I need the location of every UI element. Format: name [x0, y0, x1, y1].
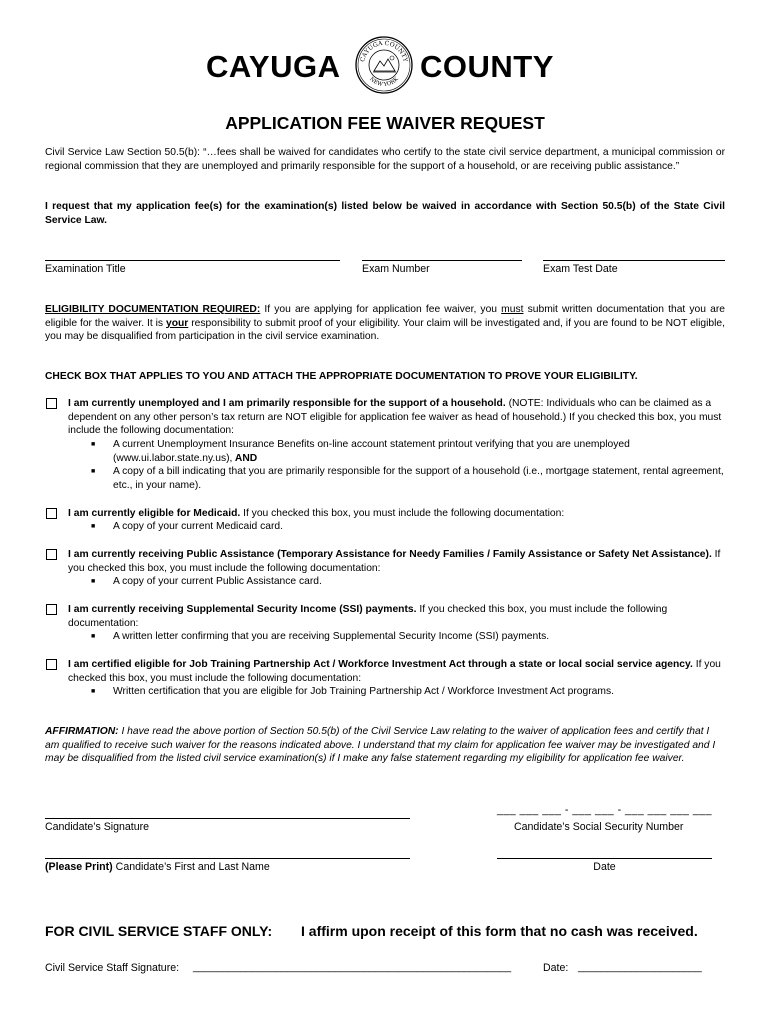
bullet-icon: ■: [91, 468, 96, 475]
bullet-icon: ■: [91, 688, 96, 695]
bullet-icon: ■: [91, 523, 96, 530]
unemployed-bullet-1: [91, 438, 725, 465]
medicaid-option-note: If you checked this box, you must include the following documentation:: [240, 508, 565, 519]
first-last-name-label: Candidate’s First and Last Name: [112, 861, 270, 873]
bullet-icon: ■: [91, 578, 96, 585]
county-name-right: COUNTY: [420, 49, 554, 84]
waiver-request-statement: I request that my application fee(s) for the examination(s) listed below be waived in accordance with Section 50.5(b) of the State Civil Service Law.: [45, 201, 725, 226]
county-name-left: CAYUGA: [206, 49, 341, 84]
staff-date-field[interactable]: _____________________: [578, 961, 702, 973]
staff-signature-field[interactable]: ______________________________________________________: [193, 961, 512, 973]
unemployed-bullet-1-text: A current Unemployment Insurance Benefits on-line account statement printout verifying that you are unemployed (www.ui.labor.state.ny.us),: [113, 439, 630, 464]
medicaid-option-text: [68, 507, 725, 521]
exam-title-label: Examination Title: [45, 263, 126, 275]
ssi-checkbox[interactable]: [46, 604, 57, 615]
staff-only-heading: FOR CIVIL SERVICE STAFF ONLY:: [45, 923, 273, 939]
public-assistance-option-text: [68, 548, 725, 575]
eligibility-text-a: If you are applying for application fee waiver, you: [260, 304, 502, 315]
exam-number-field[interactable]: [362, 260, 522, 261]
eligibility-must: must: [501, 304, 524, 315]
svg-text:NEW YORK: [368, 76, 400, 89]
no-cash-statement: I affirm upon receipt of this form that no cash was received.: [301, 923, 698, 939]
eligibility-your: your: [165, 317, 189, 329]
jtpa-option-label: I am certified eligible for Job Training Partnership Act / Workforce Investment Act through a state or local social service agency.: [68, 659, 693, 670]
jtpa-option-note: If you checked this box, you must include the following documentation:: [68, 659, 721, 684]
candidate-signature-label: Candidate’s Signature: [45, 821, 150, 833]
unemployed-option-label: I am currently unemployed and I am primarily responsible for the support of a household.: [68, 398, 506, 409]
eligibility-text-b: submit written documentation that you are eligible for the waiver. It is: [45, 304, 725, 329]
unemployed-bullet-2-text: A copy of a bill indicating that you are primarily responsible for the support of a household (i.e., mortgage statement, rental agreement, etc., in your name).: [113, 466, 724, 491]
public-assistance-checkbox[interactable]: [46, 549, 57, 560]
unemployed-option-note: (NOTE: Individuals who can be claimed as a dependent on any other person’s tax return are NOT eligible for application fee waiver as head of household.) If you checked this box, you must include the following documentation:: [68, 398, 722, 436]
medicaid-checkbox[interactable]: [46, 508, 57, 519]
candidate-name-field[interactable]: [45, 858, 410, 859]
medicaid-option-label: I am currently eligible for Medicaid.: [68, 508, 241, 519]
candidate-signature-field[interactable]: [45, 818, 410, 819]
please-print-label: (Please Print): [45, 861, 113, 873]
county-seal: [354, 35, 414, 95]
affirmation-label: AFFIRMATION:: [45, 726, 119, 737]
unemployed-option-text: [68, 397, 725, 438]
law-quote: Civil Service Law Section 50.5(b): “…fees shall be waived for candidates who certify to the state civil service department, a municipal commission or regional commission that they are unemployed and primarily responsible for the support of a household, or are receiving public assistance.”: [45, 147, 725, 172]
unemployed-checkbox[interactable]: [46, 398, 57, 409]
ssn-label: Candidate’s Social Security Number: [514, 821, 684, 833]
ssi-option-text: [68, 603, 725, 630]
exam-number-label: Exam Number: [362, 263, 430, 275]
public-assistance-option-label: I am currently receiving Public Assistance (Temporary Assistance for Needy Families / Family Assistance or Safety Net Assistance).: [68, 549, 712, 560]
unemployed-bullet-1-and: AND: [232, 452, 258, 464]
ssi-bullet-1: [91, 630, 725, 644]
affirmation-statement: [45, 725, 725, 766]
form-title: APPLICATION FEE WAIVER REQUEST: [225, 113, 545, 133]
ssn-field[interactable]: ___ ___ ___ - ___ ___ - ___ ___ ___ ___: [497, 804, 713, 816]
check-box-instruction: CHECK BOX THAT APPLIES TO YOU AND ATTACH THE APPROPRIATE DOCUMENTATION TO PROVE YOUR ELIGIBILITY.: [45, 371, 638, 382]
seal-text-bottom: NEW YORK: [368, 76, 400, 89]
signature-date-label: Date: [593, 861, 616, 873]
eligibility-heading: ELIGIBILITY DOCUMENTATION REQUIRED:: [45, 304, 261, 315]
affirmation-text: I have read the above portion of Section 50.5(b) of the Civil Service Law relating to the waiver of application fees and certify that I am qualified to receive such waiver for the reasons indicated above. I understand that my claim for application fee waiver may be investigated and I may be disqualified from the listed civil service examination(s) if I make any false statement regarding my eligibility for application fee waiver.: [45, 726, 716, 764]
ssi-bullet-1-text: A written letter confirming that you are receiving Supplemental Security Income (SSI) payments.: [113, 631, 550, 642]
jtpa-checkbox[interactable]: [46, 659, 57, 670]
medicaid-bullet-1: [91, 520, 725, 534]
jtpa-bullet-1: [91, 685, 725, 699]
ssi-option-note: If you checked this box, you must include the following documentation:: [68, 604, 668, 629]
public-assistance-bullet-1-text: A copy of your current Public Assistance card.: [113, 576, 322, 587]
public-assistance-option-note: If you checked this box, you must include the following documentation:: [68, 549, 721, 574]
county-seal-icon: [354, 35, 414, 95]
jtpa-option-text: [68, 658, 725, 685]
medicaid-bullet-1-text: A copy of your current Medicaid card.: [113, 521, 283, 532]
ssi-option-label: I am currently receiving Supplemental Security Income (SSI) payments.: [68, 604, 417, 615]
jtpa-bullet-1-text: Written certification that you are eligible for Job Training Partnership Act / Workforce Investment Act programs.: [113, 686, 614, 697]
eligibility-documentation: [45, 303, 725, 344]
staff-date-label: Date:: [543, 962, 569, 974]
bullet-icon: ■: [91, 441, 96, 448]
exam-title-field[interactable]: [45, 260, 340, 261]
candidate-name-label: [45, 861, 270, 873]
seal-text-top: CAYUGA COUNTY: [359, 39, 409, 63]
signature-date-field[interactable]: [497, 858, 712, 859]
exam-test-date-field[interactable]: [543, 260, 725, 261]
eligibility-text-c: responsibility to submit proof of your eligibility. Your claim will be investigated and, if you are found to be NOT eligible, you may be disqualified from participation in the civil service examination.: [45, 317, 725, 342]
unemployed-bullet-2: [91, 465, 725, 492]
public-assistance-bullet-1: [91, 575, 725, 589]
staff-signature-label: Civil Service Staff Signature:: [45, 962, 180, 974]
exam-test-date-label: Exam Test Date: [543, 263, 618, 275]
bullet-icon: ■: [91, 633, 96, 640]
